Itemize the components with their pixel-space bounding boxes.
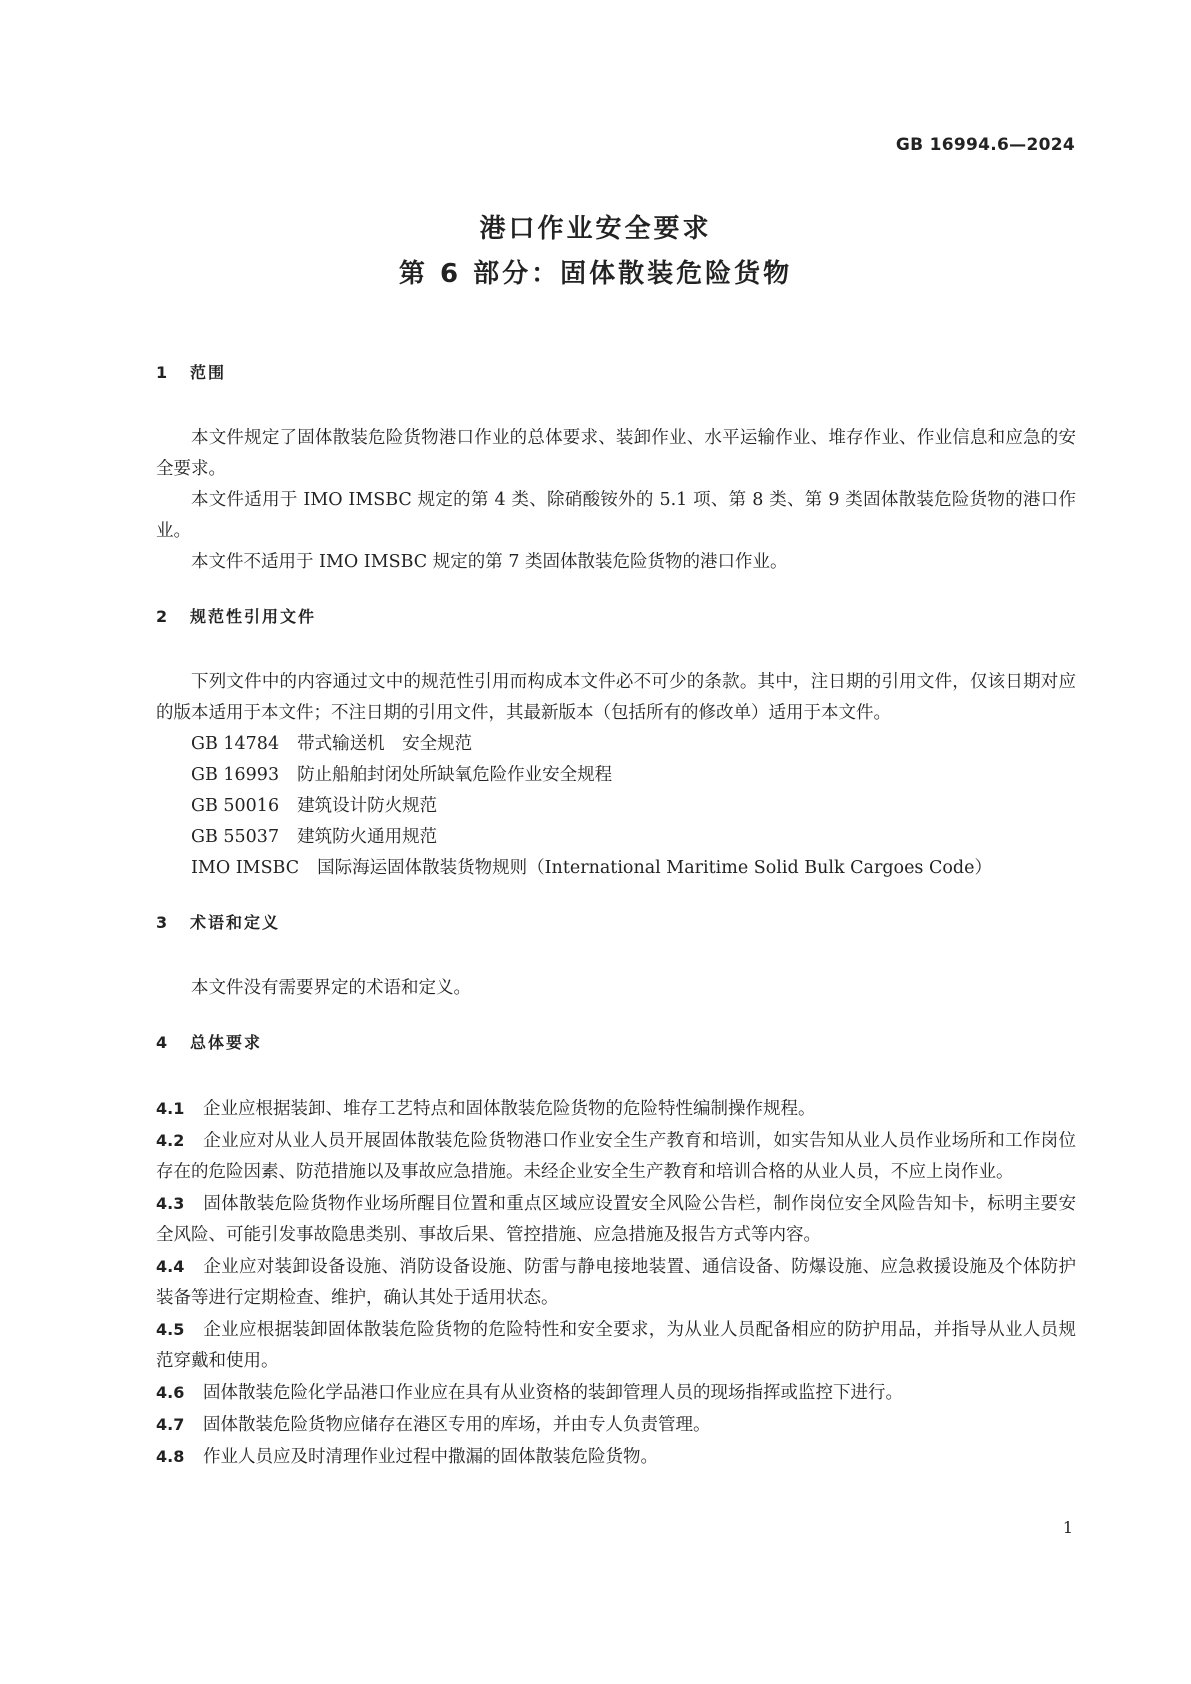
- clause-number: 4.6: [156, 1383, 185, 1402]
- clause-number: 4.8: [156, 1447, 185, 1466]
- document-body: [156, 360, 1076, 1473]
- section-heading-scope: [156, 360, 1076, 383]
- section-number: 4: [156, 1033, 170, 1052]
- document-title-line1: 港口作业安全要求: [479, 214, 712, 244]
- section-heading-general-requirements: [156, 1030, 1076, 1053]
- clause-text: 企业应对从业人员开展固体散装危险货物港口作业安全生产教育和培训，如实告知从业人员作业场所和工作岗位存在的危险因素、防范措施以及事故应急措施。未经企业安全生产教育和培训合格的从业人员，不应上岗作业。: [156, 1131, 1076, 1182]
- clause-number: 4.1: [156, 1099, 185, 1118]
- clause-item: [156, 1251, 1076, 1314]
- standard-number: GB 16994.6—2024: [895, 135, 1075, 155]
- references-intro: 下列文件中的内容通过文中的规范性引用而构成本文件必不可少的条款。其中，注日期的引用文件，仅该日期对应的版本适用于本文件；不注日期的引用文件，其最新版本（包括所有的修改单）适用于本文件。: [156, 672, 1076, 723]
- clause-item: [156, 1377, 1076, 1409]
- scope-paragraph: 本文件适用于 IMO IMSBC 规定的第 4 类、除硝酸铵外的 5.1 项、第 8 类、第 9 类固体散装危险货物的港口作业。: [156, 490, 1076, 541]
- clause-text: 企业应对装卸设备设施、消防设备设施、防雷与静电接地装置、通信设备、防爆设施、应急救援设施及个体防护装备等进行定期检查、维护，确认其处于适用状态。: [156, 1257, 1076, 1308]
- clause-number: 4.2: [156, 1131, 185, 1150]
- reference-title: 国际海运固体散装货物规则（International Maritime Solid Bulk Cargoes Code）: [317, 858, 992, 878]
- clause-number: 4.5: [156, 1320, 185, 1339]
- section-title: 范围: [190, 363, 227, 382]
- reference-item: [156, 822, 1076, 853]
- section-title: 总体要求: [190, 1033, 263, 1052]
- reference-code: GB 50016: [191, 796, 280, 816]
- reference-item: [156, 760, 1076, 791]
- section-heading-terms: [156, 910, 1076, 933]
- clause-text: 固体散装危险化学品港口作业应在具有从业资格的装卸管理人员的现场指挥或监控下进行。: [203, 1383, 903, 1403]
- reference-title: 建筑防火通用规范: [297, 827, 438, 847]
- clause-item: [156, 1093, 1076, 1125]
- reference-title: 建筑设计防火规范: [297, 796, 438, 816]
- reference-item: [156, 853, 1076, 884]
- clause-number: 4.3: [156, 1194, 185, 1213]
- clause-item: [156, 1441, 1076, 1473]
- clause-text: 固体散装危险货物应储存在港区专用的库场，并由专人负责管理。: [203, 1415, 711, 1435]
- clause-text: 固体散装危险货物作业场所醒目位置和重点区域应设置安全风险公告栏，制作岗位安全风险告知卡，标明主要安全风险、可能引发事故隐患类别、事故后果、管控措施、应急措施及报告方式等内容。: [156, 1194, 1076, 1245]
- reference-code: GB 14784: [191, 734, 280, 754]
- clause-text: 企业应根据装卸固体散装危险货物的危险特性和安全要求，为从业人员配备相应的防护用品，并指导从业人员规范穿戴和使用。: [156, 1320, 1076, 1371]
- section-title: 规范性引用文件: [190, 607, 317, 626]
- section-heading-normative-references: [156, 604, 1076, 627]
- clause-number: 4.7: [156, 1415, 185, 1434]
- clause-text: 作业人员应及时清理作业过程中撒漏的固体散装危险货物。: [203, 1447, 658, 1467]
- reference-item: [156, 791, 1076, 822]
- clause-item: [156, 1314, 1076, 1377]
- section-number: 1: [156, 363, 170, 382]
- clause-item: [156, 1125, 1076, 1188]
- document-title-line2: 第 6 部分：固体散装危险货物: [398, 259, 793, 289]
- reference-title: 防止船舶封闭处所缺氧危险作业安全规程: [297, 765, 613, 785]
- section-number: 2: [156, 607, 170, 626]
- reference-code: GB 16993: [191, 765, 280, 785]
- clause-item: [156, 1188, 1076, 1251]
- scope-paragraph: 本文件规定了固体散装危险货物港口作业的总体要求、装卸作业、水平运输作业、堆存作业、作业信息和应急的安全要求。: [156, 428, 1076, 479]
- section-number: 3: [156, 913, 170, 932]
- reference-title: 带式输送机 安全规范: [297, 734, 473, 754]
- reference-code: GB 55037: [191, 827, 280, 847]
- reference-code: IMO IMSBC: [191, 858, 300, 878]
- clause-number: 4.4: [156, 1257, 185, 1276]
- clause-item: [156, 1409, 1076, 1441]
- page-number: 1: [1062, 1518, 1073, 1537]
- reference-item: [156, 729, 1076, 760]
- scope-paragraph: 本文件不适用于 IMO IMSBC 规定的第 7 类固体散装危险货物的港口作业。: [191, 552, 788, 572]
- section-title: 术语和定义: [190, 913, 281, 932]
- clause-text: 企业应根据装卸、堆存工艺特点和固体散装危险货物的危险特性编制操作规程。: [203, 1099, 816, 1119]
- terms-paragraph: 本文件没有需要界定的术语和定义。: [191, 978, 471, 998]
